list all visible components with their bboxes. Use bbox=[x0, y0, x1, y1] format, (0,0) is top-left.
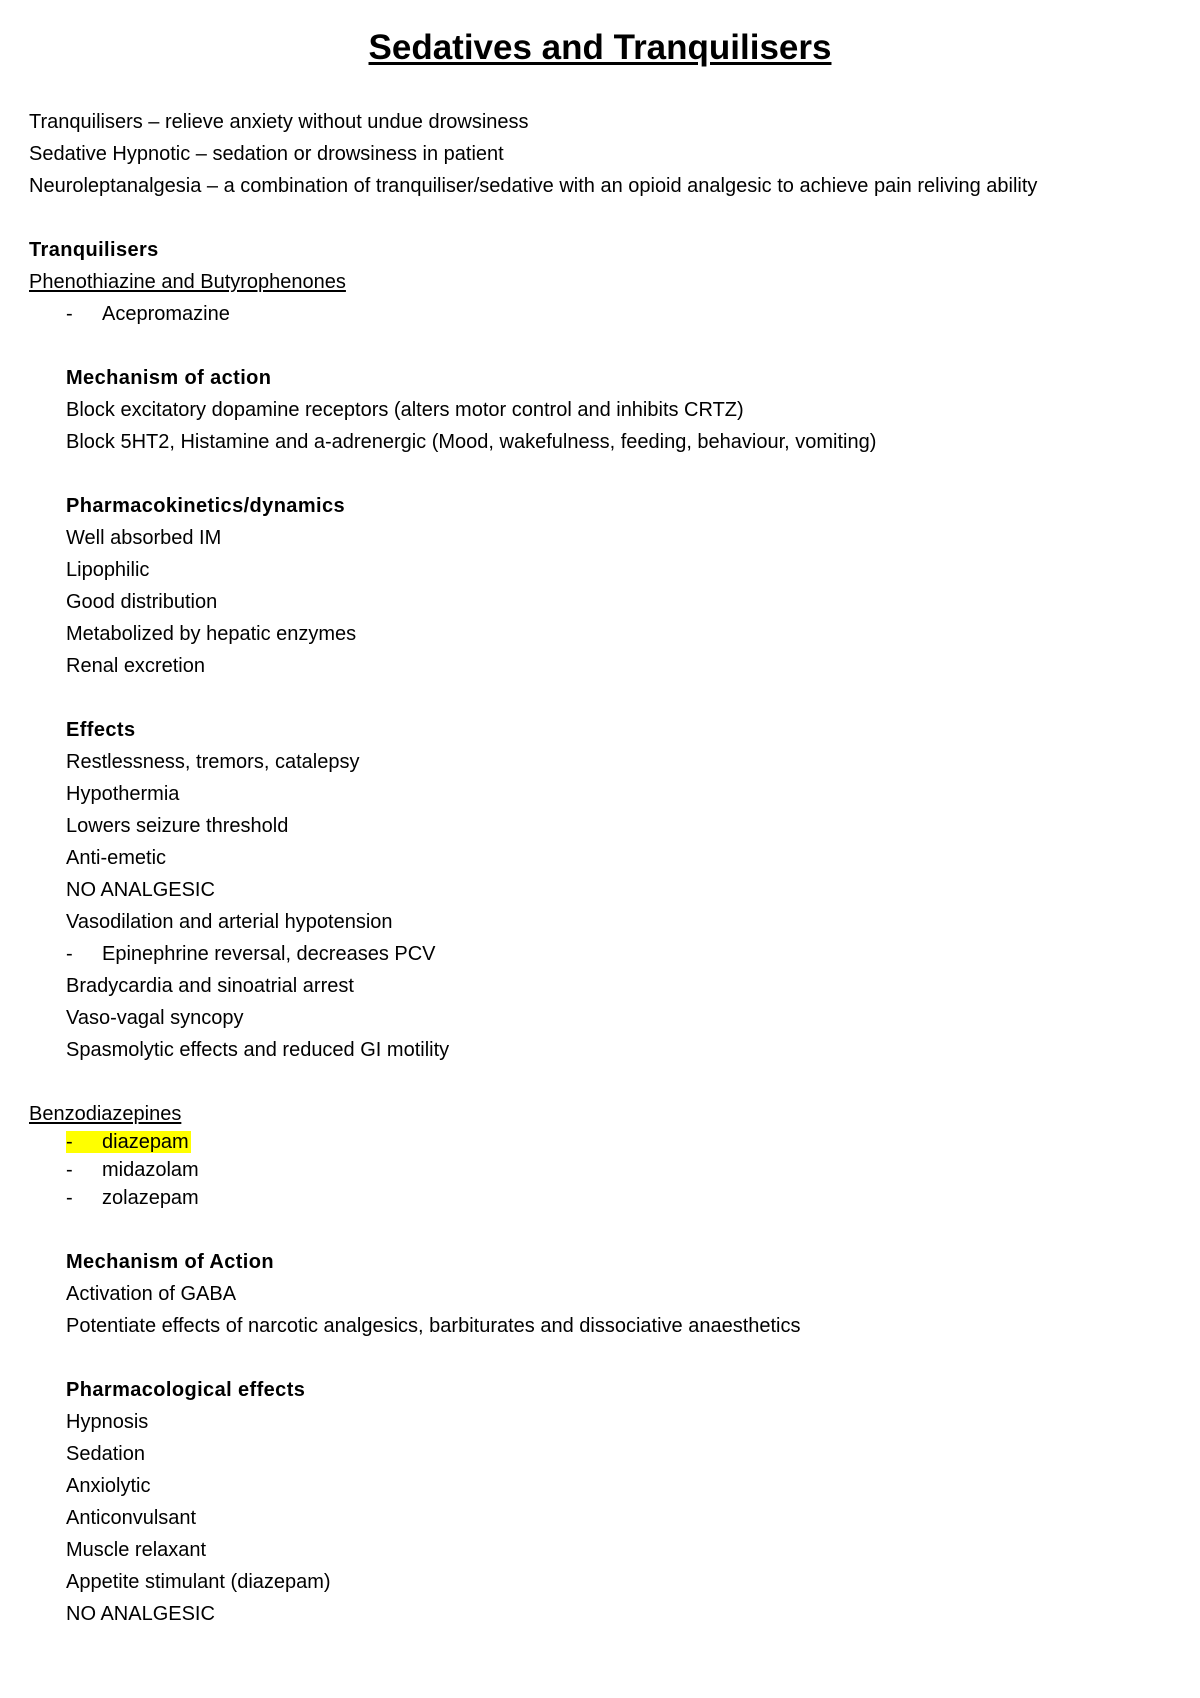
effects-sub-item-text: Epinephrine reversal, decreases PCV bbox=[102, 943, 436, 965]
effects-item: Restlessness, tremors, catalepsy bbox=[66, 751, 360, 773]
mechanism-item: Potentiate effects of narcotic analgesics, barbiturates and dissociative anaesthetics bbox=[66, 1315, 801, 1337]
mechanism-item: Block excitatory dopamine receptors (alters motor control and inhibits CRTZ) bbox=[66, 399, 744, 421]
pharmacological-effects-item: Anxiolytic bbox=[66, 1475, 151, 1497]
mechanism-item: Block 5HT2, Histamine and a-adrenergic (Mood, wakefulness, feeding, behaviour, vomiting) bbox=[66, 431, 877, 453]
drug-name: diazepam bbox=[102, 1131, 189, 1153]
subheading-benzodiazepines: Benzodiazepines bbox=[29, 1103, 182, 1125]
section-heading-tranquilisers: Tranquilisers bbox=[29, 239, 159, 261]
dash-bullet: - bbox=[66, 943, 73, 965]
drug-list-item bbox=[66, 1158, 199, 1182]
drug-name: zolazepam bbox=[102, 1187, 199, 1209]
definition-tranquilisers: Tranquilisers – relieve anxiety without undue drowsiness bbox=[29, 111, 529, 133]
pharmacological-effects-item: Muscle relaxant bbox=[66, 1539, 207, 1561]
pharmacological-effects-item: Sedation bbox=[66, 1443, 145, 1465]
pharmacological-effects-heading: Pharmacological effects bbox=[66, 1379, 306, 1401]
effects-item: Lowers seizure threshold bbox=[66, 815, 289, 837]
mechanism-item: Activation of GABA bbox=[66, 1283, 237, 1305]
effects-item: Anti-emetic bbox=[66, 847, 167, 869]
effects-heading: Effects bbox=[66, 719, 136, 741]
pharmacological-effects-item: Anticonvulsant bbox=[66, 1507, 197, 1529]
pharmacokinetics-item: Renal excretion bbox=[66, 655, 205, 677]
drug-list-item-highlighted bbox=[66, 1130, 191, 1154]
pharmacological-effects-item: Appetite stimulant (diazepam) bbox=[66, 1571, 331, 1593]
effects-item: Bradycardia and sinoatrial arrest bbox=[66, 975, 354, 997]
mechanism-heading: Mechanism of action bbox=[66, 367, 272, 389]
effects-item: Spasmolytic effects and reduced GI motility bbox=[66, 1039, 450, 1061]
dash-bullet: - bbox=[66, 1187, 73, 1209]
effects-item: NO ANALGESIC bbox=[66, 879, 215, 901]
pharmacokinetics-heading: Pharmacokinetics/dynamics bbox=[66, 495, 346, 517]
pharmacokinetics-item: Metabolized by hepatic enzymes bbox=[66, 623, 357, 645]
pharmacological-effects-item: NO ANALGESIC bbox=[66, 1603, 215, 1625]
pharmacokinetics-item: Good distribution bbox=[66, 591, 218, 613]
dash-bullet: - bbox=[66, 1159, 73, 1181]
definition-sedative-hypnotic: Sedative Hypnotic – sedation or drowsiness in patient bbox=[29, 143, 504, 165]
drug-list-item bbox=[66, 1186, 199, 1210]
effects-sub-item bbox=[66, 942, 436, 966]
drug-name: midazolam bbox=[102, 1159, 199, 1181]
document-title: Sedatives and Tranquilisers bbox=[368, 28, 832, 67]
highlight-mark bbox=[66, 1131, 191, 1153]
pharmacological-effects-item: Hypnosis bbox=[66, 1411, 149, 1433]
drug-name: Acepromazine bbox=[102, 303, 230, 325]
pharmacokinetics-item: Well absorbed IM bbox=[66, 527, 222, 549]
mechanism-heading: Mechanism of Action bbox=[66, 1251, 274, 1273]
subheading-phenothiazine: Phenothiazine and Butyrophenones bbox=[29, 271, 346, 293]
pharmacokinetics-item: Lipophilic bbox=[66, 559, 150, 581]
effects-item: Vasodilation and arterial hypotension bbox=[66, 911, 393, 933]
dash-bullet: - bbox=[66, 303, 73, 325]
effects-item: Vaso-vagal syncopy bbox=[66, 1007, 244, 1029]
definition-neuroleptanalgesia: Neuroleptanalgesia – a combination of tranquiliser/sedative with an opioid analgesic to achieve pain reliving ability bbox=[29, 175, 1038, 197]
drug-list-item bbox=[66, 302, 230, 326]
dash-bullet: - bbox=[66, 1131, 73, 1153]
effects-item: Hypothermia bbox=[66, 783, 180, 805]
